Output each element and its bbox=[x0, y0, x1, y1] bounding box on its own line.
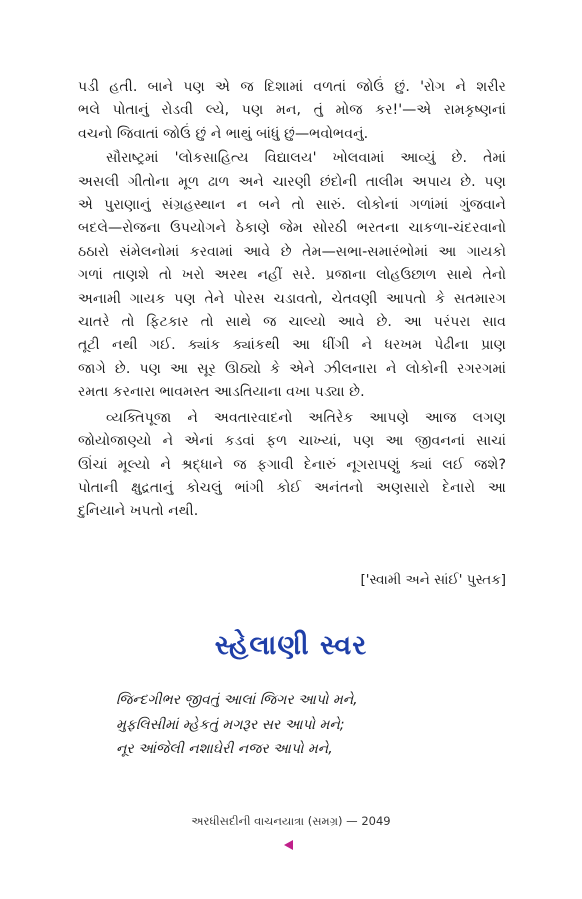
text-line: ઠઠારો સંમેલનોમાં કરવામાં આવે છે તેમ—સભા-સમારંભોમાં આ ગાયકો bbox=[78, 243, 506, 260]
text-line: પોતાની ક્ષુદ્રતાનું કોચલું ભાંગી કોઈ અનંતનો અણસારો દેનારો આ bbox=[78, 479, 506, 496]
paragraph-2 bbox=[78, 147, 506, 404]
text-line: ભલે પોતાનું રોડવી લ્યે, પણ મન, તું મોજ કર!'—એ રામકૃષ્ણનાં bbox=[78, 102, 506, 119]
text-line: અનામી ગાયક પણ તેને પોરસ ચડાવતો, ચેતવણી આપતો કે સતમારગ bbox=[78, 290, 506, 307]
section-title: સ્હેલાણી સ્વર bbox=[214, 630, 368, 661]
text-line: દુનિયાને ખપતો નથી. bbox=[78, 503, 199, 520]
text-line: જાગે છે. પણ આ સૂર ઊઠ્યો કે એને ઝીલનારા ને લોકોની રગરગમાં bbox=[78, 360, 506, 377]
left-triangle-icon bbox=[284, 840, 293, 850]
text-line: સૌરાષ્ટ્રમાં 'લોકસાહિત્ય વિદ્યાલય' ખોલવામાં આવ્યું છે. તેમાં bbox=[106, 150, 506, 167]
text-line: ઊંચાં મૂલ્યો ને શ્રદ્ધાને જ ફગાવી દેનારું નૂગરાપણું ક્યાં લઈ જશે? bbox=[78, 456, 506, 473]
text-line: તૂટી નથી ગઈ. ક્યાંક ક્યાંકથી આ ધીંગી ને ધરખમ પેઢીના પ્રાણ bbox=[78, 337, 506, 354]
text-line: ચાતરે તો ફિટકાર તો સાથે જ ચાલ્યો આવે છે. આ પરંપરા સાવ bbox=[78, 314, 506, 331]
source-citation: ['સ્વામી અને સાંઈ' પુસ્તક] bbox=[360, 572, 506, 588]
poem-line: નૂર આંજેલી નશાઘેરી નજર આપો મને, bbox=[116, 741, 333, 757]
text-line: બદલે—રોજના ઉપયોગને ઠેકાણે જેમ સોરઠી ભરતના ચાકળા-ચંદરવાનો bbox=[78, 220, 506, 237]
text-line: જોયોજાણ્યો ને એનાં કડવાં ફળ ચાખ્યાં, પણ આ જીવનનાં સાચાં bbox=[78, 433, 506, 450]
text-line: વ્યક્તિપૂજા ને અવતારવાદનો અતિરેક આપણે આજ લગણ bbox=[106, 409, 506, 426]
text-line: વચનો જિવાતાં જોઉં છું ને ભાથું બાંધું છું—ભવોભવનું. bbox=[78, 125, 369, 142]
paragraph-1 bbox=[78, 76, 506, 146]
text-line: ગળાં તાણશે તો ખરો અરથ નહીં સરે. પ્રજાના લોહઉછાળ સાથે તેનો bbox=[78, 267, 506, 284]
text-line: પડી હતી. બાને પણ એ જ દિશામાં વળતાં જોઉં છું. 'રોગ ને શરીર bbox=[78, 79, 506, 95]
poem bbox=[116, 688, 516, 762]
body-text bbox=[78, 76, 506, 524]
text-line: રમતા કરનારા ભાવમસ્ત આડતિયાના વખા પડ્યા છે. bbox=[78, 384, 365, 401]
paragraph-3 bbox=[78, 407, 506, 524]
text-line: એ પુરાણાનું સંગ્રહસ્થાન ન બને તો સારું. લોકોનાં ગળાંમાં ગુંજવાને bbox=[78, 197, 506, 214]
poem-line: મુફલિસીમાં મ્હેકતું મગરૂર સર આપો મને; bbox=[116, 716, 345, 733]
poem-line: જિન્દગીભર જીવતું આલાં જિગર આપો મને, bbox=[116, 692, 358, 708]
page-footer: અરધીસદીની વાચનયાત્રા (સમગ્ર) — 2049 bbox=[191, 814, 391, 828]
text-line: અસલી ગીતોના મૂળ ઢાળ અને ચારણી છંદોની તાલીમ અપાય છે. પણ bbox=[78, 173, 506, 190]
